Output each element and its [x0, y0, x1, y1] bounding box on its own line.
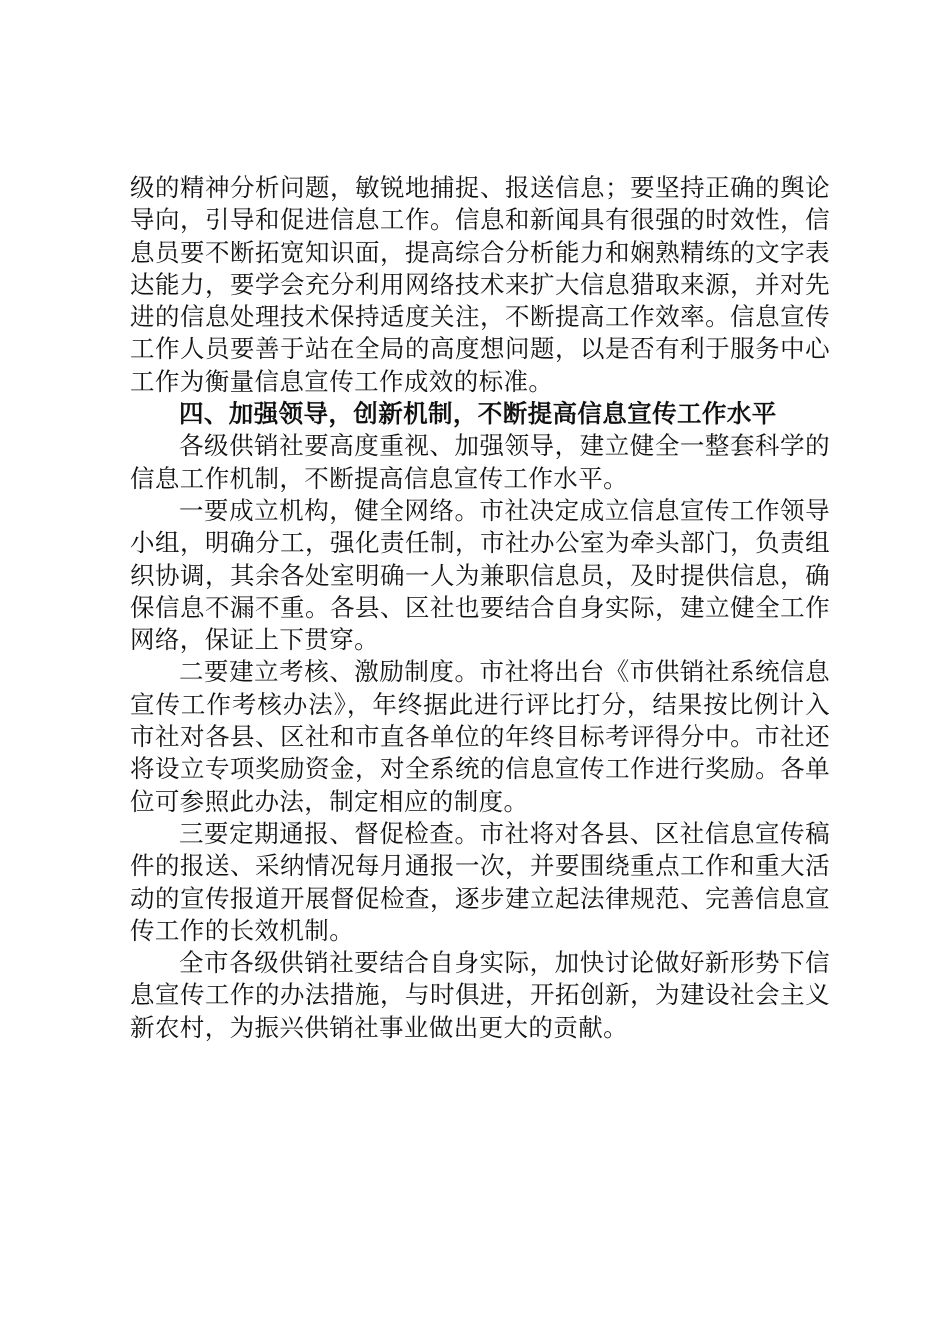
- document-body: [130, 172, 830, 1044]
- paragraph-point-one: 一要成立机构，健全网络。市社决定成立信息宣传工作领导小组，明确分工，强化责任制，市社办公室为牵头部门，负责组织协调，其余各处室明确一人为兼职信息员，及时提供信息，确保信息不漏不重。各县、区社也要结合自身实际，建立健全工作网络，保证上下贯穿。: [130, 495, 830, 655]
- paragraph-intro: 各级供销社要高度重视、加强领导，建立健全一整套科学的信息工作机制，不断提高信息宣传工作水平。: [130, 431, 830, 493]
- paragraph-conclusion: 全市各级供销社要结合自身实际，加快讨论做好新形势下信息宣传工作的办法措施，与时俱进，开拓创新，为建设社会主义新农村，为振兴供销社事业做出更大的贡献。: [130, 948, 830, 1042]
- section-heading: 四、加强领导，创新机制，不断提高信息宣传工作水平: [179, 399, 777, 429]
- paragraph-point-three: 三要定期通报、督促检查。市社将对各县、区社信息宣传稿件的报送、采纳情况每月通报一次，并要围绕重点工作和重大活动的宣传报道开展督促检查，逐步建立起法律规范、完善信息宣传工作的长效机制。: [130, 818, 830, 945]
- paragraph-point-two: 二要建立考核、激励制度。市社将出台《市供销社系统信息宣传工作考核办法》，年终据此进行评比打分，结果按比例计入市社对各县、区社和市直各单位的年终目标考评得分中。市社还将设立专项奖励资金，对全系统的信息宣传工作进行奖励。各单位可参照此办法，制定相应的制度。: [130, 657, 830, 816]
- paragraph-continuation: 级的精神分析问题，敏锐地捕捉、报送信息；要坚持正确的舆论导向，引导和促进信息工作。信息和新闻具有很强的时效性，信息员要不断拓宽知识面，提高综合分析能力和娴熟精练的文字表达能力，要学会充分利用网络技术来扩大信息猎取来源，并对先进的信息处理技术保持适度关注，不断提高工作效率。信息宣传工作人员要善于站在全局的高度想问题，以是否有利于服务中心工作为衡量信息宣传工作成效的标准。: [130, 173, 830, 396]
